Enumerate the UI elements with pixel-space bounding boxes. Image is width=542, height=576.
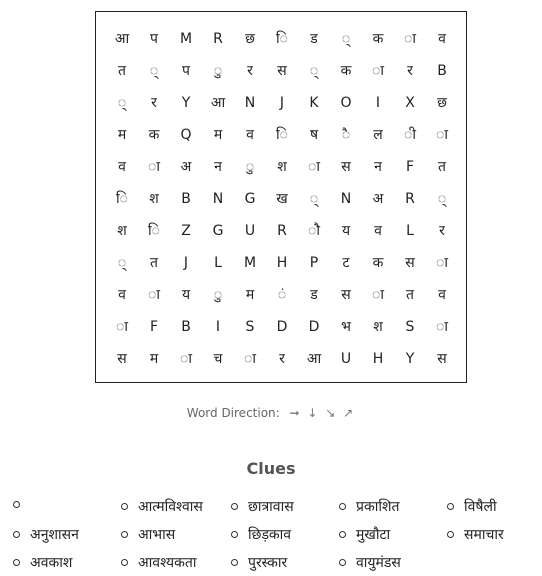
clue-item — [13, 497, 30, 513]
bullet-icon — [13, 559, 20, 566]
grid-cell: R — [213, 31, 223, 47]
clue-text: विषैली — [464, 499, 497, 515]
grid-cell: त — [438, 159, 446, 175]
bullet-icon — [121, 503, 128, 510]
word-direction — [0, 406, 542, 420]
grid-cell: य — [181, 287, 191, 303]
grid-cell: ा — [436, 127, 448, 143]
clue-text: आत्मविश्वास — [138, 499, 203, 515]
clue-item — [339, 553, 401, 572]
grid-cell: Y — [405, 351, 415, 367]
grid-cell: ा — [148, 287, 160, 303]
grid-cell: श — [373, 319, 383, 335]
grid-cell: य — [341, 223, 351, 239]
bullet-icon — [447, 531, 454, 538]
bullet-icon — [339, 531, 346, 538]
grid-cell: व — [246, 127, 254, 143]
grid-cell: स — [341, 159, 351, 175]
grid-cell: Y — [181, 95, 191, 111]
grid-cell: R — [405, 191, 415, 207]
grid-cell: व — [118, 287, 126, 303]
grid-cell: ा — [180, 351, 192, 367]
grid-cell: स — [405, 255, 415, 271]
clue-text: छात्रावास — [248, 499, 294, 515]
clue-text: आवश्यकता — [138, 555, 197, 571]
bullet-icon — [231, 559, 238, 566]
grid-cell: G — [212, 223, 224, 239]
grid-cell: श — [117, 223, 127, 239]
grid-cell: F — [149, 319, 159, 335]
grid-cell: ा — [116, 319, 128, 335]
grid-cell: न — [374, 159, 382, 175]
grid-cell: त — [406, 287, 414, 303]
grid-cell: आ — [114, 31, 130, 47]
grid-cell: श — [277, 159, 287, 175]
grid-cell: I — [375, 95, 381, 111]
grid-cell: ड — [310, 31, 318, 47]
grid-cell: U — [244, 223, 256, 239]
grid-cell: Q — [180, 127, 192, 143]
grid-cell: ् — [437, 191, 447, 207]
grid-cell: ु — [213, 287, 223, 303]
grid-cell: J — [183, 255, 189, 271]
grid-cell: व — [374, 223, 382, 239]
grid-cell: म — [117, 127, 127, 143]
grid-cell: ा — [436, 319, 448, 335]
grid-cell: व — [438, 287, 446, 303]
grid-cell: त — [118, 63, 126, 79]
grid-cell: छ — [437, 95, 447, 111]
grid-cell: अ — [372, 191, 384, 207]
grid-cell: र — [279, 351, 285, 367]
grid-cell: ि — [276, 127, 288, 143]
bullet-icon — [231, 531, 238, 538]
clue-item — [13, 525, 79, 544]
grid-cell: ख — [276, 191, 288, 207]
grid-cell: अ — [180, 159, 192, 175]
grid-cell: ि — [148, 223, 160, 239]
grid-cell: र — [407, 63, 413, 79]
grid-cell: U — [340, 351, 352, 367]
clue-item — [339, 497, 399, 516]
grid-cell: H — [372, 351, 384, 367]
grid-cell: र — [247, 63, 253, 79]
grid-cell: X — [405, 95, 415, 111]
clue-text: आभास — [138, 527, 176, 543]
clue-item — [121, 497, 203, 516]
grid-cell: क — [372, 31, 384, 47]
word-search-grid — [95, 11, 467, 383]
grid-cell: ् — [309, 191, 319, 207]
grid-cell: आ — [210, 95, 226, 111]
grid-cell: ा — [436, 255, 448, 271]
grid-cell: ड — [310, 287, 318, 303]
grid-cell: I — [215, 319, 221, 335]
grid-cell: F — [405, 159, 415, 175]
clue-item — [447, 525, 504, 544]
grid-cell: ा — [308, 159, 320, 175]
grid-cell: ा — [244, 351, 256, 367]
grid-cell: ष — [309, 127, 319, 143]
grid-cell: B — [437, 63, 447, 79]
grid-cell: आ — [306, 351, 322, 367]
clue-text: अनुशासन — [30, 527, 79, 543]
clues-heading: Clues — [246, 459, 296, 478]
grid-cell: J — [279, 95, 285, 111]
grid-cell: ् — [117, 95, 127, 111]
grid-cell: ु — [245, 159, 255, 175]
grid-cell: G — [244, 191, 256, 207]
grid-cell: L — [214, 255, 222, 271]
grid-cell: क — [148, 127, 160, 143]
grid-cell: ु — [213, 63, 223, 79]
grid-cell: H — [276, 255, 288, 271]
grid-cell: भ — [341, 319, 351, 335]
grid-cell: न — [214, 159, 222, 175]
clue-text: वायुमंडस — [356, 555, 401, 571]
direction-arrows-icon: ➞ ↓ ↘ ↗ — [289, 406, 356, 420]
bullet-icon — [339, 503, 346, 510]
grid-cell: O — [340, 95, 352, 111]
grid-cell: छ — [245, 31, 255, 47]
grid-cell: B — [181, 319, 191, 335]
grid-cell: L — [406, 223, 414, 239]
grid-cell: ा — [372, 287, 384, 303]
grid-cell: प — [182, 63, 190, 79]
grid-cell: N — [340, 191, 352, 207]
grid-cell: K — [309, 95, 319, 111]
grid-cell: स — [117, 351, 127, 367]
grid-cell: प — [150, 31, 158, 47]
clue-item — [231, 497, 294, 516]
clue-item — [121, 525, 175, 544]
grid-cell: S — [245, 319, 255, 335]
clue-item — [231, 525, 291, 544]
grid-cell: R — [277, 223, 287, 239]
word-direction-label: Word Direction: — [186, 406, 280, 420]
grid-cell: म — [213, 127, 223, 143]
grid-cell: D — [308, 319, 320, 335]
grid-cell: ी — [404, 127, 416, 143]
grid-cell: ौ — [308, 223, 320, 239]
grid-cell: र — [439, 223, 445, 239]
grid-cell: व — [118, 159, 126, 175]
bullet-icon — [13, 531, 20, 538]
grid-cell: P — [309, 255, 319, 271]
grid-cell: Z — [181, 223, 191, 239]
grid-cell: क — [340, 63, 352, 79]
grid-cell: र — [151, 95, 157, 111]
clue-item — [231, 553, 287, 572]
grid-cell: व — [438, 31, 446, 47]
grid-cell: म — [149, 351, 159, 367]
bullet-icon — [13, 501, 20, 508]
grid-cell: M — [243, 255, 257, 271]
grid-cell: स — [341, 287, 351, 303]
clue-item — [339, 525, 390, 544]
bullet-icon — [121, 531, 128, 538]
grid-cell: ा — [372, 63, 384, 79]
grid-cell: म — [245, 287, 255, 303]
grid-cell: स — [437, 351, 447, 367]
grid-cell: N — [244, 95, 256, 111]
grid-cell: श — [149, 191, 159, 207]
grid-cell: ि — [276, 31, 288, 47]
grid-cell: च — [213, 351, 223, 367]
grid-cell: क — [372, 255, 384, 271]
bullet-icon — [231, 503, 238, 510]
clue-text: समाचार — [464, 527, 504, 543]
clue-text: छिड़काव — [248, 527, 292, 543]
clue-text: पुरस्कार — [248, 555, 288, 571]
grid-cell: त — [150, 255, 158, 271]
grid-cell: ् — [117, 255, 127, 271]
bullet-icon — [339, 559, 346, 566]
grid-cell: ा — [404, 31, 416, 47]
grid-cell: ं — [277, 287, 287, 303]
grid-cell: ् — [341, 31, 351, 47]
grid-cell: B — [181, 191, 191, 207]
grid-cell: S — [405, 319, 415, 335]
grid-cell: ल — [373, 127, 383, 143]
grid-cell: ् — [309, 63, 319, 79]
bullet-icon — [447, 503, 454, 510]
bullet-icon — [121, 559, 128, 566]
grid-cell: स — [277, 63, 287, 79]
clue-item — [447, 497, 497, 516]
grid-cell: ि — [116, 191, 128, 207]
grid-cell: ै — [341, 127, 351, 143]
grid-cell: D — [276, 319, 288, 335]
grid-cell: ट — [342, 255, 350, 271]
grid-cell: N — [212, 191, 224, 207]
clue-text: प्रकाशित — [356, 499, 400, 515]
clue-item — [121, 553, 197, 572]
clue-text: अवकाश — [30, 555, 73, 571]
clue-text: मुखौटा — [356, 527, 391, 543]
grid-cell: ् — [149, 63, 159, 79]
grid-cell: ा — [148, 159, 160, 175]
clue-item — [13, 553, 72, 572]
grid-cell: M — [179, 31, 193, 47]
